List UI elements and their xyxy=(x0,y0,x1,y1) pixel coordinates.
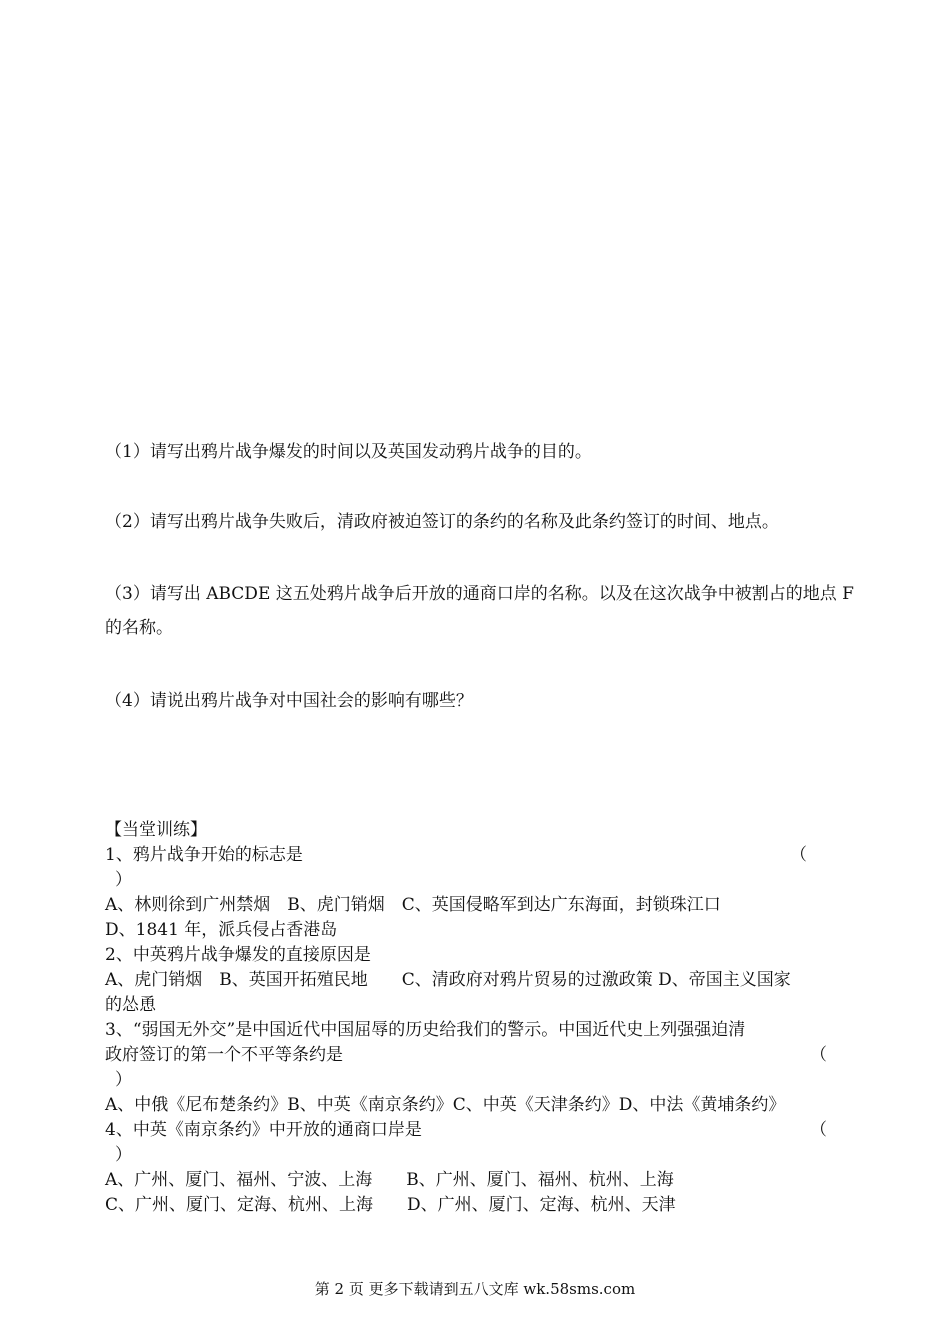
question-2: （2）请写出鸦片战争失败后，清政府被迫签订的条约的名称及此条约签订的时间、地点。 xyxy=(105,512,779,532)
answer-paren-open: （ xyxy=(810,1045,827,1065)
training-heading: 【当堂训练】 xyxy=(105,820,207,840)
training-q4-options: A、广州、厦门、福州、宁波、上海 B、广州、厦门、福州、杭州、上海 xyxy=(105,1170,674,1190)
training-q1-options: D、1841 年，派兵侵占香港岛 xyxy=(105,920,338,940)
training-q3-stem: 3、“弱国无外交”是中国近代中国屈辱的历史给我们的警示。中国近代史上列强强迫清 xyxy=(105,1020,746,1040)
answer-paren-open: （ xyxy=(810,1120,827,1140)
answer-paren-open: （ xyxy=(790,845,807,865)
classroom-training-section xyxy=(105,818,850,1218)
training-q4-options: C、广州、厦门、定海、杭州、上海 D、广州、厦门、定海、杭州、天津 xyxy=(105,1195,676,1215)
training-q3-stem: 政府签订的第一个不平等条约是 （ xyxy=(105,1043,850,1068)
answer-paren-close: ） xyxy=(115,870,132,890)
training-q4-stem: 4、中英《南京条约》中开放的通商口岸是 （ xyxy=(105,1118,850,1143)
training-q3-options: A、中俄《尼布楚条约》B、中英《南京条约》C、中英《天津条约》D、中法《黄埔条约》 xyxy=(105,1095,786,1115)
question-3: （3）请写出 ABCDE 这五处鸦片战争后开放的通商口岸的名称。以及在这次战争中被割占的地点 F 的名称。 xyxy=(105,584,854,638)
training-q2-stem: 2、中英鸦片战争爆发的直接原因是 xyxy=(105,945,371,965)
page-footer: 第 2 页 更多下载请到五八文库 wk.58sms.com xyxy=(314,1280,636,1298)
question-1: （1）请写出鸦片战争爆发的时间以及英国发动鸦片战争的目的。 xyxy=(105,442,592,462)
training-q1-text: 1、鸦片战争开始的标志是 xyxy=(105,845,303,865)
question-4: （4）请说出鸦片战争对中国社会的影响有哪些？ xyxy=(105,691,473,711)
training-q1-stem xyxy=(105,843,850,868)
answer-paren-close: ） xyxy=(115,1145,132,1165)
training-q2-options: A、虎门销烟 B、英国开拓殖民地 C、清政府对鸦片贸易的过激政策 D、帝国主义国家 xyxy=(105,970,791,990)
training-q2-options: 的怂恿 xyxy=(105,995,156,1015)
answer-paren-close: ） xyxy=(115,1070,132,1090)
training-q1-options: A、林则徐到广州禁烟 B、虎门销烟 C、英国侵略军到达广东海面，封锁珠江口 xyxy=(105,895,721,915)
